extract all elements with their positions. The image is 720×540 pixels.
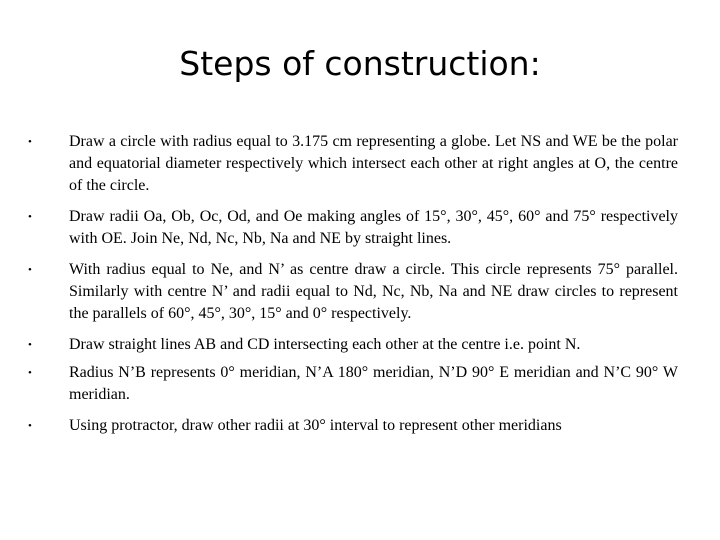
step-text: Draw straight lines AB and CD intersecting each other at the centre i.e. point N.	[69, 336, 581, 353]
bullet-icon: •	[28, 420, 32, 432]
step-text: Draw a circle with radius equal to 3.175 cm representing a globe. Let NS and WE be the polar and equatorial diameter respectively which intersect each other at right angles at O, the centre of the circle.	[69, 133, 678, 194]
step-3	[28, 259, 678, 325]
step-4	[28, 334, 678, 356]
slide-title: Steps of construction:	[179, 44, 541, 83]
bullet-icon: •	[28, 264, 32, 276]
bullet-icon: •	[28, 339, 32, 351]
step-2	[28, 206, 678, 250]
step-text: With radius equal to Ne, and N’ as centre draw a circle. This circle represents 75° parallel. Similarly with centre N’ and radii equal to Nd, Nc, Nb, Na and NE draw circles to represent the parallels of 60°, 45°, 30°, 15° and 0° respectively.	[69, 261, 678, 322]
step-text: Draw radii Oa, Ob, Oc, Od, and Oe making angles of 15°, 30°, 45°, 60° and 75° respectively with OE. Join Ne, Nd, Nc, Nb, Na and NE by straight lines.	[69, 208, 678, 247]
construction-steps-list	[28, 131, 678, 446]
bullet-icon: •	[28, 367, 32, 379]
step-text: Radius N’B represents 0° meridian, N’A 180° meridian, N’D 90° E meridian and N’C 90° W meridian.	[69, 364, 678, 403]
step-5	[28, 362, 678, 406]
bullet-icon: •	[28, 211, 32, 223]
step-6	[28, 415, 678, 437]
step-1	[28, 131, 678, 197]
bullet-icon: •	[28, 136, 32, 148]
step-text: Using protractor, draw other radii at 30° interval to represent other meridians	[69, 417, 562, 434]
